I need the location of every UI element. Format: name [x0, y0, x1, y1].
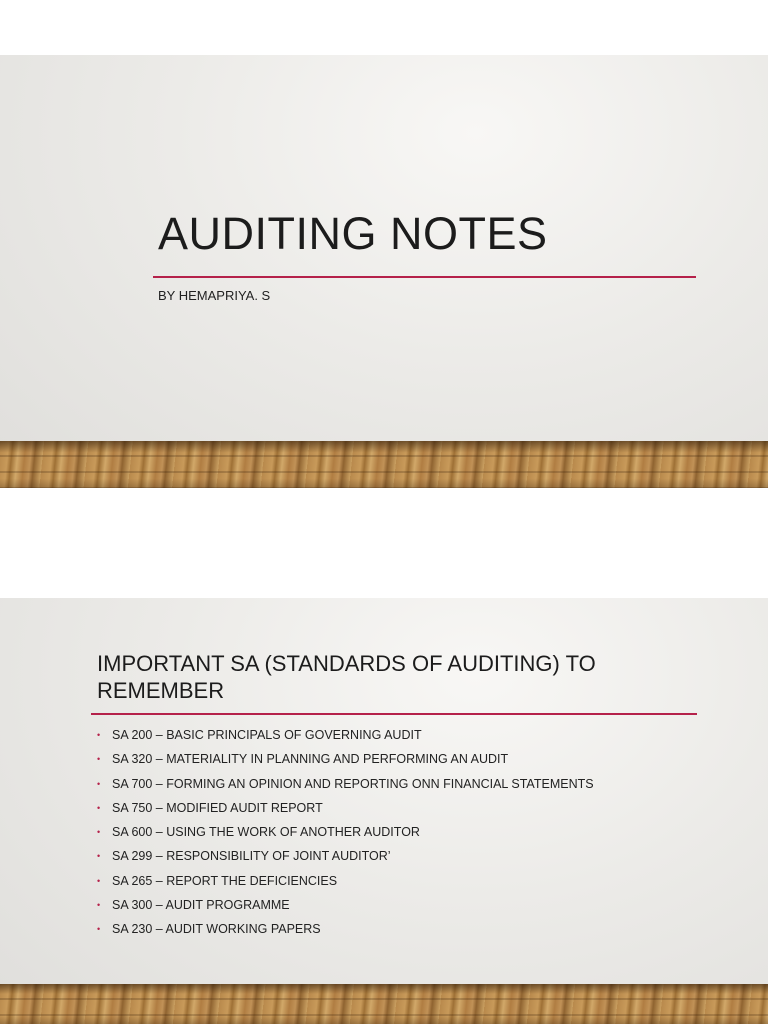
- bullet-icon: •: [97, 851, 101, 862]
- wood-floor-decoration: [0, 441, 768, 488]
- heading-underline: [91, 713, 697, 715]
- slide-title: AUDITING NOTES: [158, 208, 548, 259]
- bullet-icon: •: [97, 827, 101, 838]
- list-item: [97, 872, 594, 896]
- bullet-icon: •: [97, 730, 101, 740]
- list-item-text: SA 750 – MODIFIED AUDIT REPORT: [112, 800, 323, 815]
- title-underline: [153, 276, 696, 278]
- list-item-text: SA 299 – RESPONSIBILITY OF JOINT AUDITOR’: [112, 849, 391, 864]
- list-item-text: SA 230 – AUDIT WORKING PAPERS: [112, 922, 321, 937]
- wood-floor-decoration: [0, 984, 768, 1024]
- list-item: [97, 896, 594, 920]
- bullet-icon: •: [97, 900, 101, 911]
- list-item: [97, 799, 594, 823]
- list-item-text: SA 200 – BASIC PRINCIPALS OF GOVERNING AUDIT: [112, 728, 422, 742]
- title-slide: [0, 55, 768, 488]
- list-item: [97, 750, 594, 774]
- list-item: [97, 847, 594, 871]
- bullet-icon: •: [97, 754, 101, 765]
- slide-heading: IMPORTANT SA (STANDARDS OF AUDITING) TO REMEMBER: [97, 651, 596, 703]
- list-item-text: SA 300 – AUDIT PROGRAMME: [112, 898, 290, 913]
- bullet-icon: •: [97, 875, 101, 886]
- standards-list: [97, 726, 594, 945]
- list-item: [97, 920, 594, 944]
- list-item: [97, 726, 594, 750]
- bullet-icon: •: [97, 778, 101, 789]
- slide-subtitle: BY HEMAPRIYA. S: [158, 288, 271, 303]
- list-item: [97, 775, 594, 799]
- list-item-text: SA 600 – USING THE WORK OF ANOTHER AUDITOR: [112, 825, 420, 840]
- list-item-text: SA 700 – FORMING AN OPINION AND REPORTING ONN FINANCIAL STATEMENTS: [112, 776, 594, 791]
- list-item-text: SA 265 – REPORT THE DEFICIENCIES: [112, 873, 338, 888]
- list-item-text: SA 320 – MATERIALITY IN PLANNING AND PERFORMING AN AUDIT: [112, 752, 509, 767]
- bullet-icon: •: [97, 802, 101, 813]
- bullet-icon: •: [97, 924, 101, 935]
- list-item: [97, 823, 594, 847]
- content-slide: [0, 598, 768, 1024]
